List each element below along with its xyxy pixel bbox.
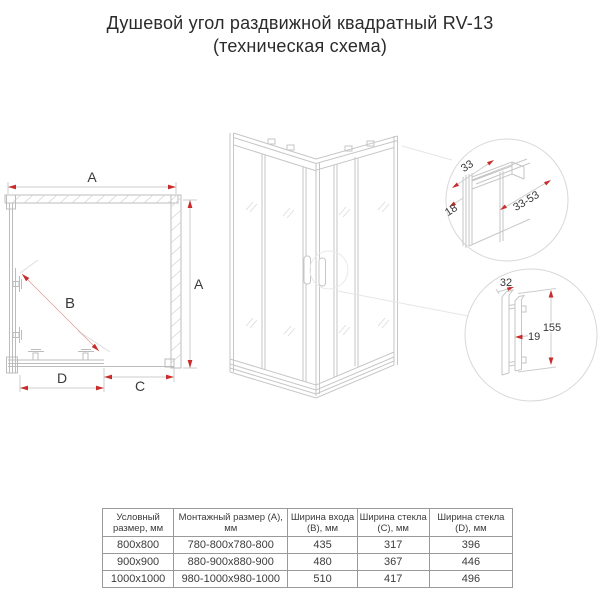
plan-label-door-d: D <box>56 370 68 386</box>
plan-view <box>5 169 204 394</box>
plan-label-entry-b: B <box>64 295 76 312</box>
table-row <box>103 554 513 571</box>
plan-top-connector <box>7 195 16 209</box>
table-cell: 446 <box>429 554 512 571</box>
iso-glass-shine-marks <box>246 202 389 336</box>
label-handle-height: 155 <box>542 322 562 334</box>
header-entry-width: Ширина входа (B), мм <box>288 509 357 537</box>
iso-wall-posts <box>230 133 398 372</box>
spec-table-header-row <box>103 509 513 537</box>
table-cell: 510 <box>288 571 357 588</box>
table-row <box>103 571 513 588</box>
plan-label-width-a: A <box>87 169 97 185</box>
table-cell: 480 <box>288 554 357 571</box>
header-glass-d-width: Ширина стекла (D), мм <box>429 509 512 537</box>
table-cell: 317 <box>357 537 429 554</box>
iso-bottom-sill <box>230 352 394 398</box>
isometric-view <box>230 133 468 398</box>
table-cell: 880-900x880-900 <box>174 554 288 571</box>
plan-wall-hatch <box>12 195 181 363</box>
plan-left-profile <box>10 203 16 373</box>
header-glass-c-width: Ширина стекла (C), мм <box>357 509 429 537</box>
header-mounting-size: Монтажный размер (A), мм <box>174 509 288 537</box>
plan-bottom-profile <box>8 360 174 367</box>
label-profile-depth: 18 <box>442 202 460 219</box>
roller-bracket-left-1 <box>13 276 22 292</box>
roller-bracket-bottom-2 <box>78 350 94 361</box>
roller-bracket-left-2 <box>13 327 22 343</box>
table-cell: 800x800 <box>103 537 174 554</box>
detail-profile-labels <box>443 158 542 219</box>
table-cell: 780-800x780-800 <box>174 537 288 554</box>
page-title-line2: (техническая схема) <box>212 36 388 56</box>
page-title-line1: Душевой угол раздвижной квадратный RV-13 <box>106 13 494 33</box>
table-cell: 435 <box>288 537 357 554</box>
iso-handle-right <box>319 258 326 286</box>
label-profile-width: 33 <box>458 158 476 175</box>
table-cell: 496 <box>429 571 512 588</box>
table-cell: 1000x1000 <box>103 571 174 588</box>
roller-bracket-bottom-1 <box>28 350 44 361</box>
table-row <box>103 537 513 554</box>
label-handle-gap: 19 <box>528 331 541 343</box>
table-cell: 417 <box>357 571 429 588</box>
plan-label-glass-c: C <box>134 378 146 394</box>
plan-glass-end-bracket <box>165 359 174 367</box>
detail-profile-circle <box>446 139 568 261</box>
table-cell: 396 <box>429 537 512 554</box>
label-handle-width: 32 <box>499 277 513 289</box>
plan-entry-dim-line <box>22 274 99 351</box>
detail-handle-sketch <box>502 290 526 375</box>
header-nominal-size: Условный размер, мм <box>103 509 174 537</box>
table-cell: 900x900 <box>103 554 174 571</box>
plan-wall-right <box>171 195 181 368</box>
detail-handle-view <box>465 269 597 401</box>
label-adjust-range: 33-53 <box>511 189 542 214</box>
spec-table <box>102 508 513 588</box>
table-cell: 367 <box>357 554 429 571</box>
table-cell: 980-1000x980-1000 <box>174 571 288 588</box>
plan-label-depth-a: A <box>194 276 204 292</box>
detail-profile-view <box>443 139 568 261</box>
